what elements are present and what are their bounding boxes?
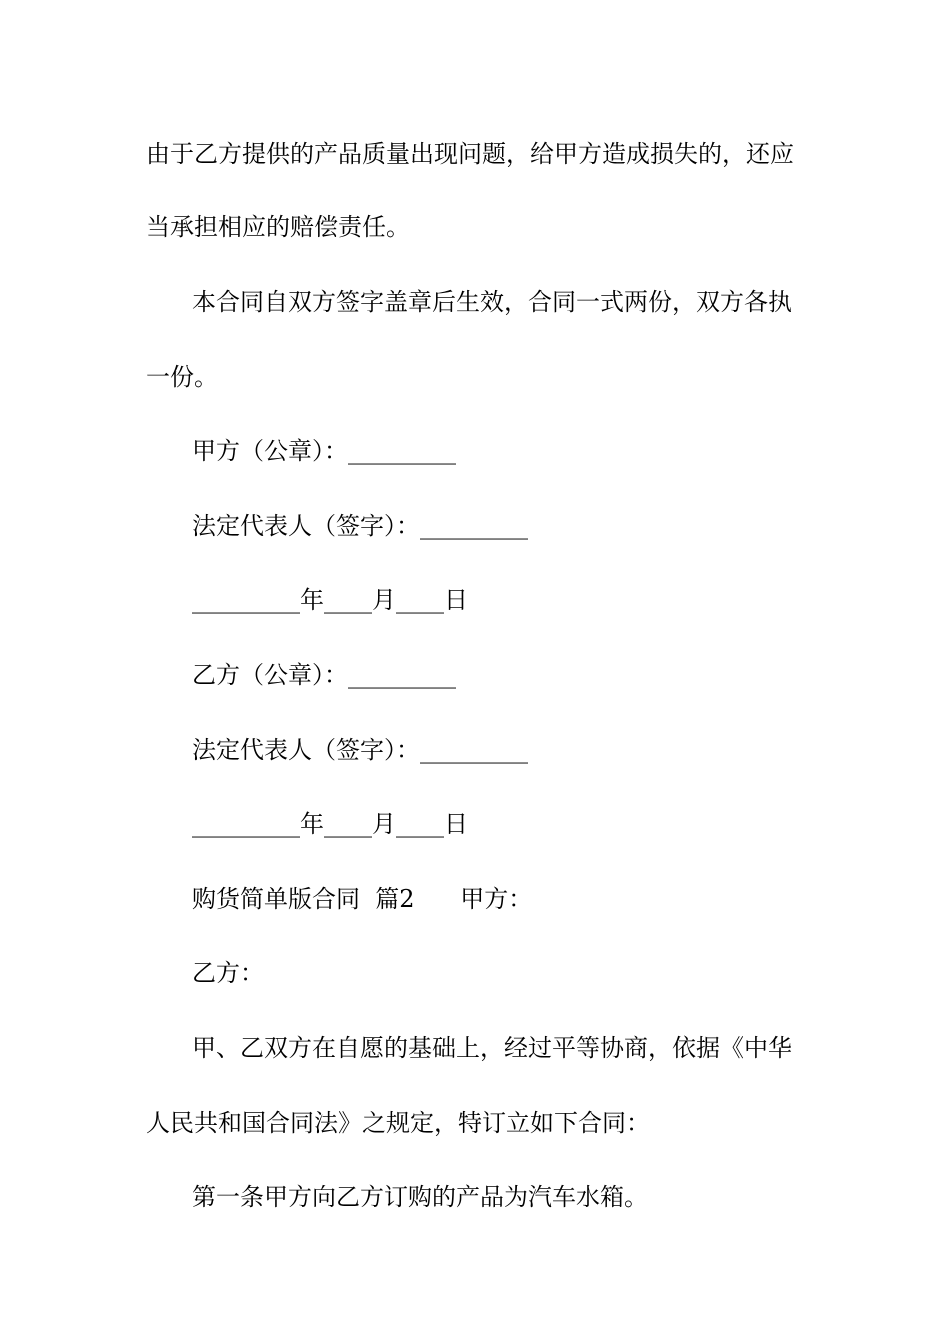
party-b-date-line: _________年____月____日 (192, 810, 468, 838)
paragraph-line: 人民共和国合同法》之规定，特订立如下合同： (146, 1109, 650, 1137)
section-heading: 购货简单版合同 篇2 甲方： (192, 885, 533, 913)
party-b-seal-line: 乙方（公章）：_________ (192, 661, 456, 689)
paragraph-line: 当承担相应的赔偿责任。 (146, 213, 410, 241)
paragraph-line: 本合同自双方签字盖章后生效，合同一式两份，双方各执 (192, 288, 792, 316)
paragraph-line: 由于乙方提供的产品质量出现问题，给甲方造成损失的，还应 (146, 140, 794, 168)
article-one-line: 第一条甲方向乙方订购的产品为汽车水箱。 (192, 1183, 648, 1211)
party-a-date-line: _________年____月____日 (192, 586, 468, 614)
party-a-representative-line: 法定代表人（签字）：_________ (192, 512, 528, 540)
party-b-label: 乙方： (192, 959, 264, 987)
paragraph-line: 一份。 (146, 363, 218, 391)
party-b-representative-line: 法定代表人（签字）：_________ (192, 736, 528, 764)
party-a-seal-line: 甲方（公章）：_________ (192, 437, 456, 465)
paragraph-line: 甲、乙双方在自愿的基础上，经过平等协商，依据《中华 (192, 1034, 792, 1062)
